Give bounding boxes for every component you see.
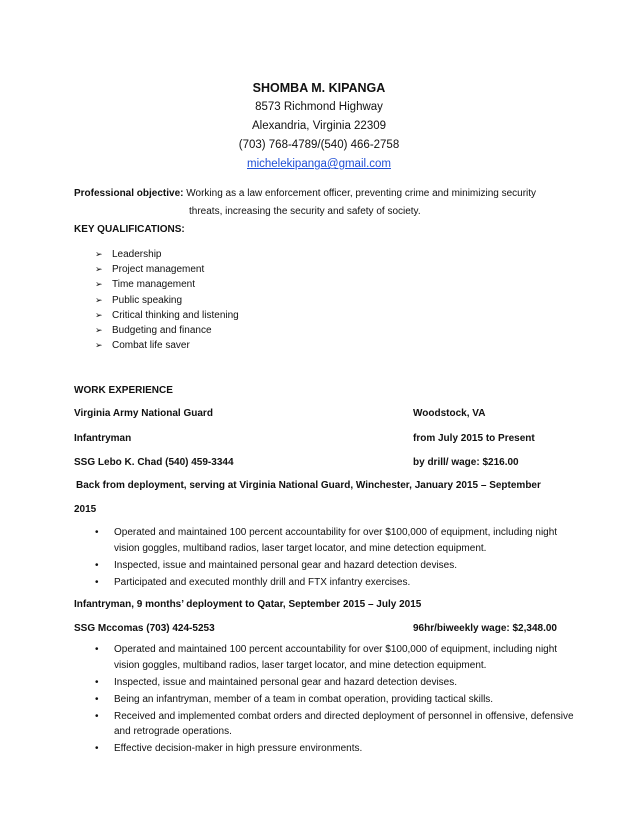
- arrow-bullet-icon: ➢: [95, 294, 103, 305]
- list-item: • Received and implemented combat orders and directed deployment of personnel in offensive, defensive and retrograde operations.: [95, 710, 574, 737]
- list-item: • Operated and maintained 100 percent accountability for over $100,000 of equipment, including night vision goggles, multiband radios, laser target locator, and mine detection equipment.: [95, 527, 558, 554]
- list-item: • Being an infantryman, member of a team in combat operation, providing tactical skills.: [95, 692, 575, 708]
- bullet-icon: •: [95, 710, 99, 722]
- contact-header: [0, 78, 638, 174]
- objective-section: [74, 185, 594, 221]
- list-item: • Operated and maintained 100 percent accountability for over $100,000 of equipment, including night vision goggles, multiband radios, laser target locator, and mine detection equipment.: [95, 644, 558, 671]
- duties-list-2: [95, 642, 575, 758]
- list-item: ➢ Leadership: [95, 247, 239, 262]
- job-title-1: Infantryman: [74, 433, 132, 444]
- candidate-name: SHOMBA M. KIPANGA: [252, 81, 386, 95]
- phone-line: (703) 768-4789/(540) 466-2758: [238, 139, 400, 151]
- bullet-icon: •: [95, 693, 99, 705]
- arrow-bullet-icon: ➢: [95, 325, 103, 336]
- list-item: ➢ Public speaking: [95, 293, 239, 308]
- address-line-1: 8573 Richmond Highway: [255, 101, 383, 113]
- address-line-2: Alexandria, Virginia 22309: [251, 120, 387, 132]
- arrow-bullet-icon: ➢: [95, 279, 103, 290]
- deployment-line-1: Back from deployment, serving at Virginia National Guard, Winchester, January 2015 – September: [76, 480, 541, 491]
- list-item: • Participated and executed monthly drill and FTX infantry exercises.: [95, 575, 575, 591]
- list-item: ➢ Critical thinking and listening: [95, 308, 239, 323]
- job-dates-1: from July 2015 to Present: [413, 433, 535, 444]
- arrow-bullet-icon: ➢: [95, 340, 103, 351]
- bullet-icon: •: [95, 644, 99, 655]
- arrow-bullet-icon: ➢: [95, 264, 103, 275]
- objective-text-2: threats, increasing the security and safety of society.: [189, 206, 421, 217]
- bullet-icon: •: [95, 527, 99, 538]
- supervisor-2: SSG Mccomas (703) 424-5253: [74, 623, 215, 634]
- supervisor-1: SSG Lebo K. Chad (540) 459-3344: [74, 457, 234, 468]
- bullet-icon: •: [95, 559, 99, 571]
- wage-1: by drill/ wage: $216.00: [413, 457, 519, 468]
- qualifications-list: [95, 247, 239, 353]
- list-item: • Inspected, issue and maintained personal gear and hazard detection devises.: [95, 558, 575, 574]
- job-title-2: Infantryman, 9 months’ deployment to Qatar, September 2015 – July 2015: [74, 599, 422, 610]
- list-item: ➢ Time management: [95, 277, 239, 292]
- wage-2: 96hr/biweekly wage: $2,348.00: [413, 623, 557, 634]
- arrow-bullet-icon: ➢: [95, 309, 103, 320]
- email-link[interactable]: michelekipanga@gmail.com: [247, 158, 391, 170]
- list-item: ➢ Combat life saver: [95, 338, 239, 353]
- bullet-icon: •: [95, 576, 99, 588]
- work-heading: WORK EXPERIENCE: [74, 385, 173, 396]
- duties-list-1: [95, 525, 575, 592]
- arrow-bullet-icon: ➢: [95, 249, 103, 259]
- bullet-icon: •: [95, 676, 99, 688]
- list-item: • Effective decision-maker in high pressure environments.: [95, 741, 575, 757]
- bullet-icon: •: [95, 743, 99, 754]
- employer-name: Virginia Army National Guard: [74, 408, 213, 419]
- objective-text-1: Working as a law enforcement officer, preventing crime and minimizing security: [186, 188, 537, 199]
- deployment-line-2: 2015: [74, 504, 97, 515]
- list-item: • Inspected, issue and maintained personal gear and hazard detection devises.: [95, 675, 575, 691]
- list-item: ➢ Project management: [95, 262, 239, 277]
- list-item: ➢ Budgeting and finance: [95, 323, 239, 338]
- employer-location: Woodstock, VA: [413, 408, 486, 419]
- objective-label: Professional objective:: [74, 188, 184, 199]
- qualifications-heading: KEY QUALIFICATIONS:: [74, 224, 185, 235]
